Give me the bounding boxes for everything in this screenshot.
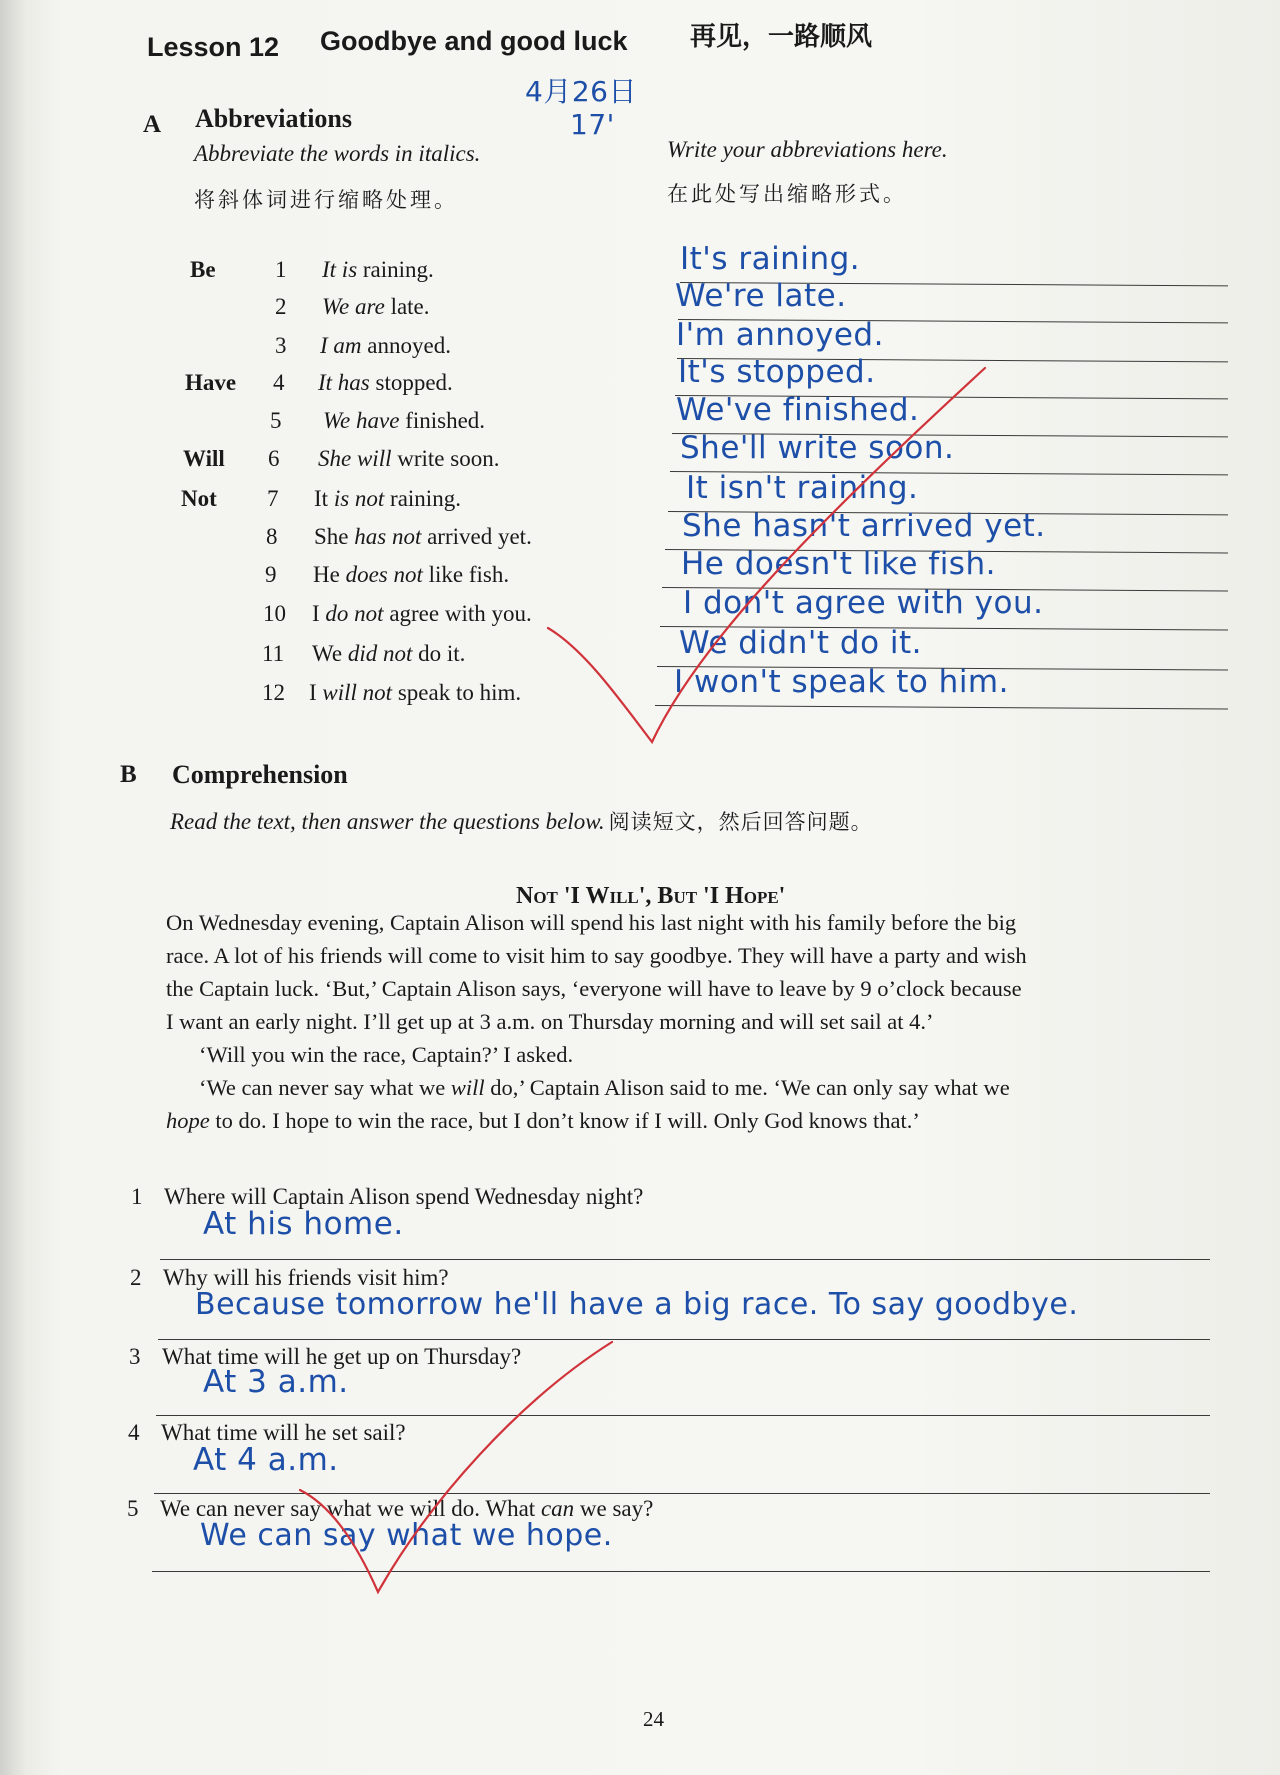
story-line-4: I want an early night. I’ll get up at 3 a.m. on Thursday morning and will set sail at 4.’	[166, 1009, 934, 1034]
question-number: 1	[131, 1184, 143, 1209]
answer-line[interactable]	[158, 1339, 1210, 1340]
section-a-instruction: Abbreviate the words in italics.	[194, 141, 481, 166]
category-label: Be	[190, 257, 216, 282]
answer-line[interactable]	[655, 705, 1228, 710]
section-b-letter: B	[120, 761, 137, 788]
handwritten-answer[interactable]: I don't agree with you.	[683, 585, 1044, 621]
item-number: 6	[268, 446, 280, 471]
question-number: 4	[128, 1420, 140, 1445]
handwritten-answer[interactable]: We didn't do it.	[679, 625, 923, 661]
item-number: 5	[270, 408, 282, 433]
handwritten-answer[interactable]: We've finished.	[676, 392, 920, 428]
answer-line[interactable]	[160, 1259, 1210, 1260]
section-b-instruction-cn: 阅读短文，然后回答问题。	[608, 810, 873, 834]
question-text: Where will Captain Alison spend Wednesday night?	[164, 1184, 644, 1209]
page-number: 24	[643, 1707, 664, 1731]
item-sentence: He does not like fish.	[313, 562, 510, 587]
story-text	[166, 906, 1196, 1137]
handwritten-score: 17'	[570, 108, 615, 141]
story-line-3: the Captain luck. ‘But,’ Captain Alison says, ‘everyone will have to leave by 9 o’clock because	[166, 976, 1022, 1001]
item-number: 2	[275, 294, 287, 319]
item-sentence: It has stopped.	[318, 370, 453, 395]
question-text: What time will he get up on Thursday?	[162, 1344, 522, 1369]
answer-line[interactable]	[152, 1571, 1210, 1572]
item-sentence: I will not speak to him.	[309, 680, 522, 705]
item-number: 8	[266, 524, 278, 549]
question-text: Why will his friends visit him?	[163, 1265, 449, 1290]
item-sentence: We have finished.	[323, 408, 486, 433]
question-text: What time will he set sail?	[161, 1420, 406, 1445]
question-number: 5	[127, 1496, 139, 1521]
story-line-2: race. A lot of his friends will come to visit him to say goodbye. They will have a party and wish	[166, 943, 1027, 968]
handwritten-date: 4月26日	[525, 75, 637, 108]
question-number: 2	[130, 1265, 142, 1290]
section-a-instruction-cn: 将斜体词进行缩略处理。	[194, 188, 458, 212]
handwritten-answer[interactable]: I'm annoyed.	[676, 317, 884, 353]
item-number: 1	[275, 257, 287, 282]
item-sentence: We are late.	[322, 294, 430, 319]
section-a-title: Abbreviations	[195, 104, 352, 133]
handwritten-answer[interactable]: It's stopped.	[678, 354, 876, 390]
story-line-1: On Wednesday evening, Captain Alison will spend his last night with his family before the big	[166, 910, 1017, 935]
lesson-title-cn: 再见，一路顺风	[690, 22, 873, 52]
item-sentence: It is raining.	[322, 257, 434, 282]
story-paragraph-3-line-1: ‘We can never say what we will do,’ Captain Alison said to me. ‘We can only say what we	[199, 1075, 1010, 1100]
item-sentence: I am annoyed.	[320, 333, 451, 358]
item-number: 10	[263, 601, 286, 626]
lesson-number: Lesson 12	[147, 32, 280, 62]
story-title: Not 'I Will', But 'I Hope'	[516, 883, 786, 909]
story-paragraph-3-line-2: hope to do. I hope to win the race, but I don’t know if I will. Only God knows that.’	[166, 1108, 920, 1133]
handwritten-answer[interactable]: We can say what we hope.	[200, 1518, 613, 1553]
handwritten-answer[interactable]: He doesn't like fish.	[681, 546, 996, 582]
item-number: 12	[262, 680, 285, 705]
section-b-title: Comprehension	[172, 760, 348, 789]
item-number: 7	[267, 486, 279, 511]
item-sentence: We did not do it.	[312, 641, 466, 666]
handwritten-answer[interactable]: I won't speak to him.	[674, 664, 1009, 700]
category-label: Not	[181, 486, 217, 511]
handwritten-answer[interactable]: At 3 a.m.	[203, 1364, 349, 1400]
item-number: 3	[275, 333, 287, 358]
handwritten-answer[interactable]: At 4 a.m.	[193, 1442, 339, 1478]
story-paragraph-2: ‘Will you win the race, Captain?’ I asked.	[199, 1042, 574, 1067]
item-sentence: It is not raining.	[314, 486, 461, 511]
item-sentence: She has not arrived yet.	[314, 524, 532, 549]
category-label: Have	[185, 370, 237, 395]
item-number: 11	[262, 641, 285, 666]
section-a-answer-instruction-cn: 在此处写出缩略形式。	[667, 182, 907, 206]
item-number: 9	[265, 562, 277, 587]
question-number: 3	[129, 1344, 141, 1369]
handwritten-answer[interactable]: We're late.	[675, 278, 847, 314]
handwritten-answer[interactable]: Because tomorrow he'll have a big race. To say goodbye.	[195, 1287, 1079, 1322]
section-a-answer-instruction: Write your abbreviations here.	[667, 137, 948, 162]
answer-line[interactable]	[156, 1415, 1210, 1416]
item-number: 4	[273, 370, 285, 395]
handwritten-answer[interactable]: It isn't raining.	[686, 470, 919, 506]
handwritten-answer[interactable]: It's raining.	[680, 241, 861, 277]
question-text: We can never say what we will do. What can we say?	[160, 1496, 654, 1521]
section-a-letter: A	[143, 111, 162, 138]
item-sentence: She will write soon.	[318, 446, 500, 471]
item-sentence: I do not agree with you.	[312, 601, 532, 626]
answer-line[interactable]	[154, 1493, 1210, 1494]
handwritten-answer[interactable]: She'll write soon.	[680, 430, 955, 466]
section-b-instruction: Read the text, then answer the questions below.	[170, 809, 605, 834]
category-label: Will	[183, 446, 225, 471]
lesson-title: Goodbye and good luck	[320, 26, 628, 56]
handwritten-answer[interactable]: She hasn't arrived yet.	[682, 508, 1046, 544]
handwritten-answer[interactable]: At his home.	[203, 1206, 404, 1242]
section-b-instruction-line	[170, 806, 873, 836]
